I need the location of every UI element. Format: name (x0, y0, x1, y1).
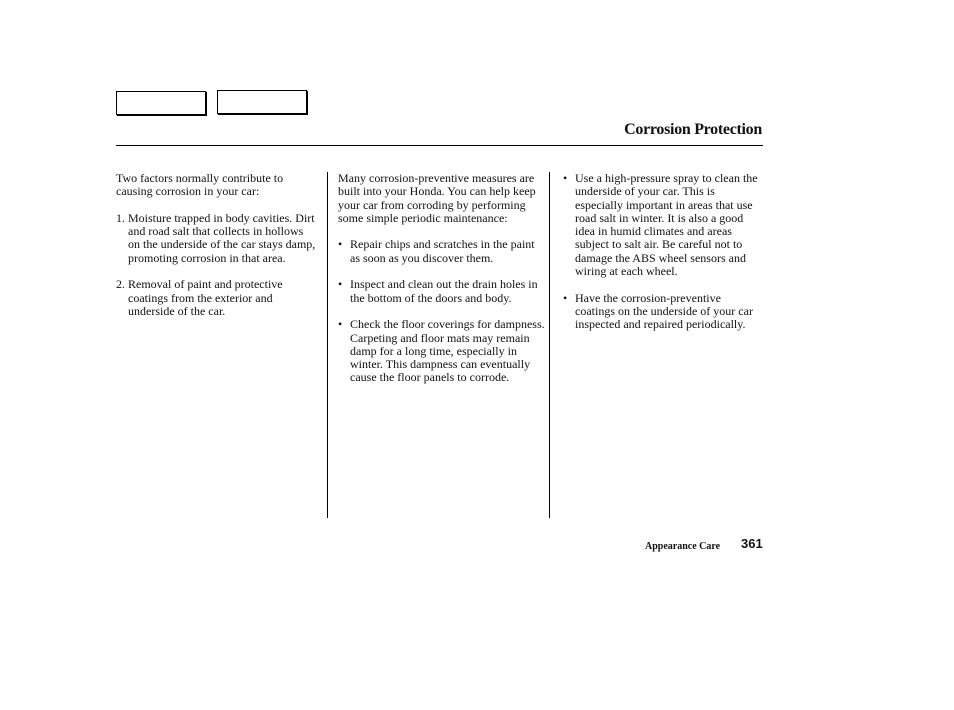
list-item-text: Removal of paint and protective coatings from the exterior and underside of the car. (128, 277, 283, 318)
footer-section-label: Appearance Care (645, 541, 721, 552)
list-item (338, 318, 546, 384)
column-2-intro: Many corrosion-preventive measures are built into your Honda. You can help keep your car from corroding by performing some simple periodic maintenance: (338, 171, 536, 225)
list-item-text: Check the floor coverings for dampness. Carpeting and floor mats may remain damp for a long time, especially in winter. This dampness can eventually cause the floor panels to corrode. (350, 317, 545, 385)
list-item (338, 278, 546, 305)
nav-button-index[interactable] (217, 90, 307, 114)
list-item-text: Moisture trapped in body cavities. Dirt and road salt that collects in hollows on the underside of the car stays damp, promoting corrosion in that area. (128, 210, 316, 265)
bullet-marker: • (338, 237, 343, 252)
column-1 (116, 172, 316, 332)
column-divider (549, 172, 550, 518)
bullet-marker: • (338, 277, 343, 292)
list-item-text: Repair chips and scratches in the paint as soon as you discover them. (350, 237, 535, 265)
list-item-text: Use a high-pressure spray to clean the underside of your car. This is especially important in areas that use road salt in winter. It is also a good idea in humid climates and areas subject to salt air. Be careful not to damage the ABS wheel sensors and wiring at each wheel. (575, 171, 758, 279)
column-2 (338, 172, 546, 398)
bullet-marker: • (338, 317, 343, 332)
list-marker: 2. (116, 277, 125, 292)
bullet-marker: • (563, 290, 568, 305)
column-divider (327, 172, 328, 518)
list-item (116, 212, 316, 265)
nav-button-main-menu[interactable] (116, 91, 206, 115)
list-item (338, 238, 546, 265)
page-title: Corrosion Protection (624, 121, 762, 138)
list-item (563, 172, 763, 278)
bullet-marker: • (563, 171, 568, 185)
list-item (563, 292, 763, 332)
list-item (116, 278, 316, 318)
column-3 (563, 172, 763, 345)
title-rule (116, 145, 763, 146)
column-1-intro: Two factors normally contribute to causing corrosion in your car: (116, 171, 284, 199)
list-item-text: Inspect and clean out the drain holes in the bottom of the doors and body. (350, 277, 538, 305)
page-number: 361 (741, 536, 763, 551)
list-item-text: Have the corrosion-preventive coatings on the underside of your car inspected and repaired periodically. (575, 290, 753, 332)
list-marker: 1. (116, 210, 125, 225)
